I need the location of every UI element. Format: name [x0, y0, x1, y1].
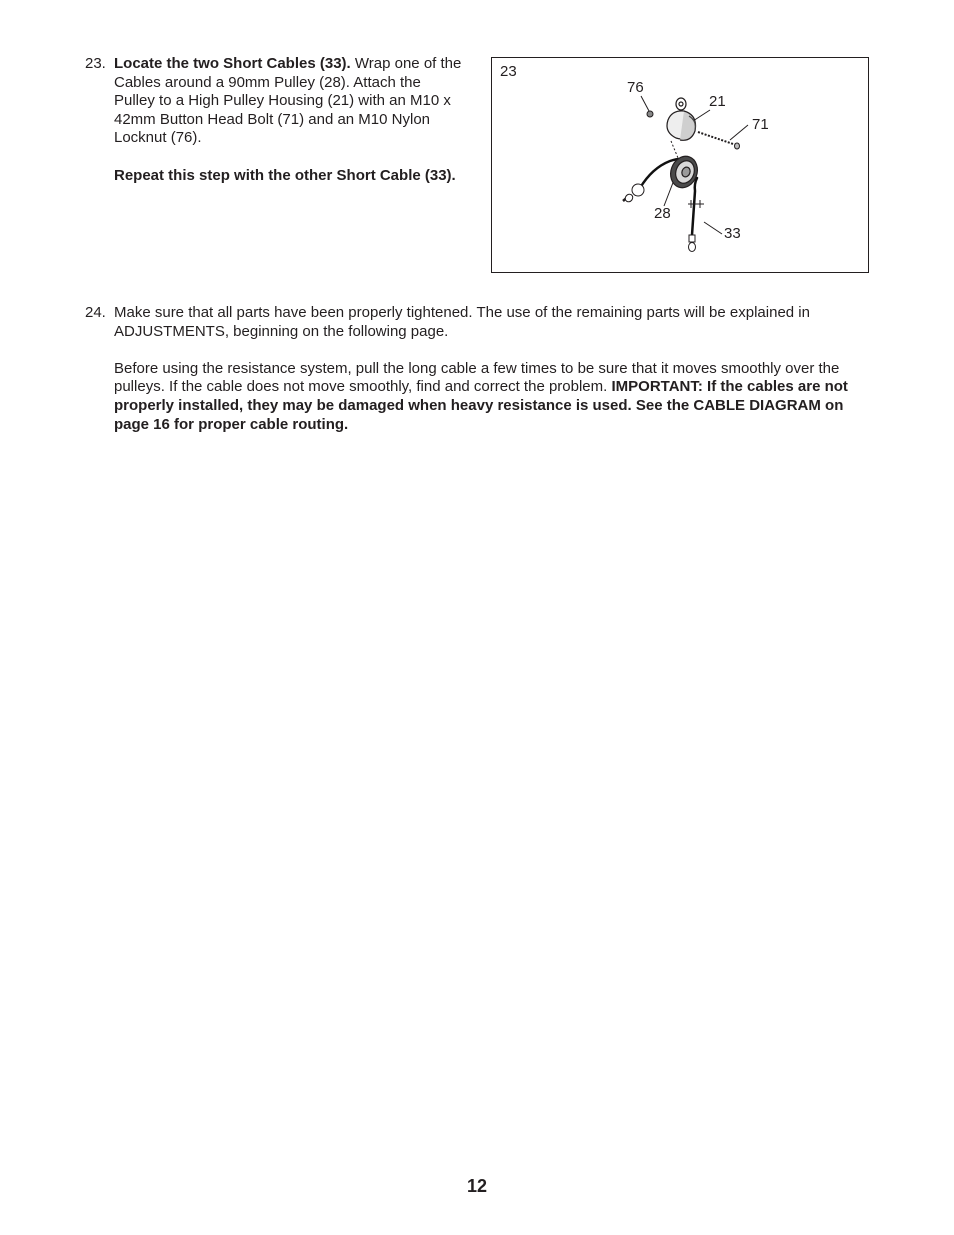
page-number: 12 — [466, 1176, 488, 1196]
step-23-number: 23. — [85, 55, 106, 72]
step-24-instructions — [114, 304, 864, 434]
leader-28 — [664, 180, 674, 206]
pulley-assembly-drawing — [492, 58, 868, 272]
callout-28: 28 — [654, 205, 671, 222]
step-23-title: Locate the two Short Cables (33). — [114, 55, 351, 72]
step-24-important-note: IMPORTANT: If the cables are not properly installed, they may be damaged when heavy resistance is used. See the CABLE DIAGRAM on page 16 for proper cable routing. — [114, 378, 848, 433]
figure-number: 23 — [500, 63, 517, 80]
bolt-71-drawing — [698, 132, 740, 149]
leader-33 — [704, 222, 722, 234]
step-23-paragraph — [114, 55, 464, 148]
callout-76: 76 — [627, 79, 644, 96]
leader-76 — [641, 96, 649, 111]
step-23-instructions — [114, 55, 464, 185]
leader-71 — [730, 125, 748, 140]
step-24-paragraph-1: Make sure that all parts have been properly tightened. The use of the remaining parts will be explained in ADJUSTMENTS, beginning on the following page. — [114, 304, 810, 340]
step-24-number: 24. — [85, 304, 106, 321]
callout-71: 71 — [752, 116, 769, 133]
step-24-paragraph-2 — [114, 360, 864, 434]
locknut-76-drawing — [647, 111, 653, 117]
step-23-repeat-text: Repeat this step with the other Short Cable (33). — [114, 166, 456, 184]
leader-21 — [693, 110, 710, 121]
callout-33: 33 — [724, 225, 741, 242]
step-23-body: Wrap one of the Cables around a 90mm Pulley (28). Attach the Pulley to a High Pulley Housing (21) with an M10 x 42mm Button Head Bolt (71) and an M10 Nylon Locknut (76). — [114, 55, 462, 147]
step-24-paragraph-2-plain: Before using the resistance system, pull the long cable a few times to be sure that it moves smoothly over the pulleys. If the cable does not move smoothly, find and correct the problem. — [114, 359, 840, 396]
callout-21: 21 — [709, 93, 726, 110]
pulley-housing-21-drawing — [667, 98, 696, 140]
assembly-figure-23 — [491, 57, 869, 273]
step-23-repeat-note — [114, 167, 464, 186]
